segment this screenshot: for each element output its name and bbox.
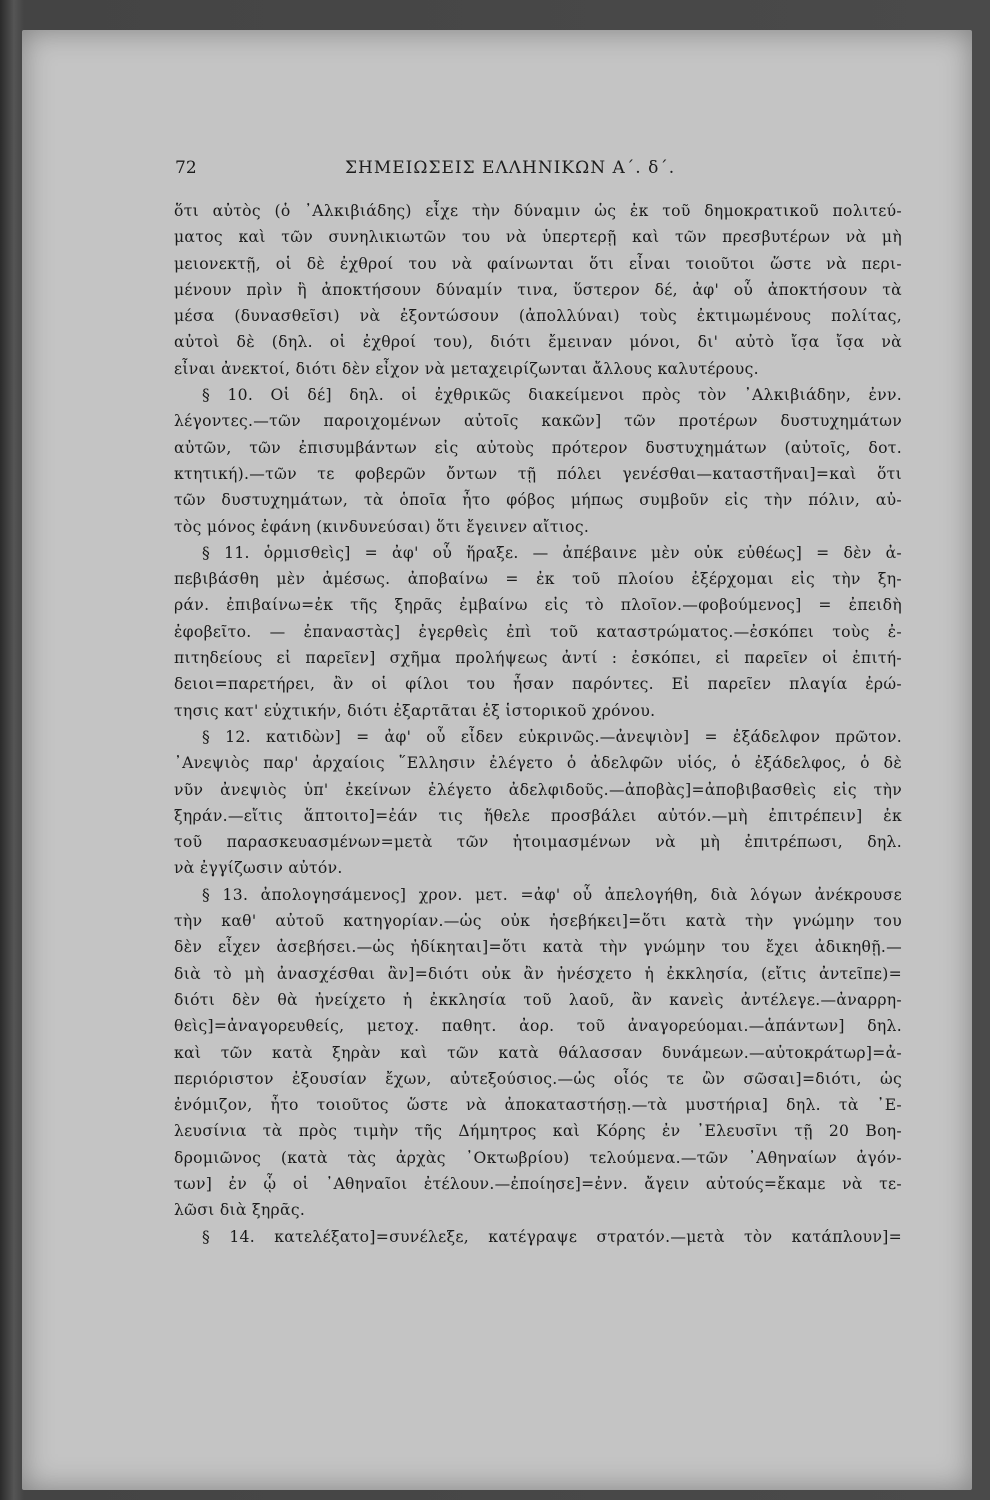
- text-line: μειονεκτῇ, οἱ δὲ ἐχθροί του νὰ φαίνωνται ὅτι εἶναι τοιοῦτοι ὥστε νὰ περι-: [174, 254, 902, 273]
- text-line: τοῦ παρασκευασμένων=μετὰ τῶν ἡτοιμασμένων νὰ μὴ ἐπιτρέπωσι, δηλ.: [174, 833, 902, 852]
- section-12-start: § 12. κατιδὼν] = ἀφ' οὗ εἶδεν εὐκρινῶς.—ἀνεψιὸν] = ἐξάδελφον πρῶτον.: [202, 727, 902, 746]
- text-line: τὴν καθ' αὐτοῦ κατηγορίαν.—ὡς οὐκ ἠσεβήκει]=ὅτι κατὰ τὴν γνώμην του: [174, 912, 902, 931]
- section-13-start: § 13. ἀπολογησάμενος] χρον. μετ. =ἀφ' οὗ ἀπελογήθη, διὰ λόγων ἀνέκρουσε: [202, 885, 902, 904]
- section-10-start: § 10. Οἱ δέ] δηλ. οἱ ἐχθρικῶς διακείμενοι πρὸς τὸν ᾿Αλκιβιάδην, ἐνν.: [202, 386, 902, 405]
- text-line: λῶσι διὰ ξηρᾶς.: [174, 1201, 306, 1220]
- text-line: ράν. ἐπιβαίνω=ἐκ τῆς ξηρᾶς ἐμβαίνω εἰς τὸ πλοῖον.—φοβούμενος] = ἐπειδὴ: [174, 596, 902, 615]
- text-line: τὸς μόνος ἐφάνη (κινδυνεύσαι) ὅτι ἔγεινεν αἴτιος.: [174, 517, 590, 536]
- section-14-start: § 14. κατελέξατο]=συνέλεξε, κατέγραψε στρατόν.—μετὰ τὸν κατάπλουν]=: [202, 1227, 902, 1246]
- text-line: μέσα (δυνασθεῖσι) νὰ ἐξοντώσουν (ἀπολλύναι) τοὺς ἐκτιμωμένους πολίτας,: [174, 307, 902, 326]
- text-line: δὲν εἶχεν ἀσεβήσει.—ὡς ἠδίκηται]=ὅτι κατὰ τὴν γνώμην του ἔχει ἀδικηθῇ.—: [174, 938, 902, 957]
- text-line: διότι δὲν θὰ ἠνείχετο ἡ ἐκκλησία τοῦ λαοῦ, ἂν κανεὶς ἀντέλεγε.—ἀναρρη-: [174, 990, 902, 1009]
- body-text: [174, 198, 902, 1250]
- text-line: τησις κατ' εὐχτικήν, διότι ἐξαρτᾶται ἐξ ἱστορικοῦ χρόνου.: [174, 701, 656, 720]
- text-line: τῶν δυστυχημάτων, τὰ ὁποῖα ἦτο φόβος μήπως συμβοῦν εἰς τὴν πόλιν, αὐ-: [174, 491, 902, 510]
- text-line: δρομιῶνος (κατὰ τὰς ἀρχὰς ᾿Οκτωβρίου) τελούμενα.—τῶν ᾿Αθηναίων ἀγόν-: [174, 1148, 902, 1167]
- text-line: αὐτοὶ δὲ (δηλ. οἱ ἐχθροί του), διότι ἔμειναν μόνοι, δι' αὐτὸ ἴσ̣α ἴσ̣α νὰ: [174, 333, 902, 352]
- text-line: των] ἐν ᾧ οἱ ᾿Αθηναῖοι ἐτέλουν.—ἐποίησε]=ἐνν. ἄγειν αὐτούς=ἔκαμε νὰ τε-: [174, 1174, 902, 1193]
- text-line: ἐνόμιζον, ἦτο τοιοῦτος ὥστε νὰ ἀποκαταστήσῃ.—τὰ μυστήρια] δηλ. τὰ ᾿Ε-: [174, 1096, 902, 1115]
- text-line: νῦν ἀνεψιὸς ὑπ' ἐκείνων ἐλέγετο ἀδελφιδοῦς.—ἀποβὰς]=ἀποβιβασθεὶς εἰς τὴν: [174, 780, 902, 799]
- text-line: περιόριστον ἐξουσίαν ἔχων, αὐτεξούσιος.—ὡς οἷός τε ὢν σῶσαι]=διότι, ὡς: [174, 1069, 902, 1088]
- running-title: ΣΗΜΕΙΩΣΕΙΣ ΕΛΛΗΝΙΚΩΝ Α΄. δ΄.: [345, 158, 676, 178]
- text-line: ἐφοβεῖτο. — ἐπαναστὰς] ἐγερθεὶς ἐπὶ τοῦ καταστρώματος.—ἐσκόπει τοὺς ἐ-: [174, 622, 902, 641]
- text-line: μένουν πρὶν ἢ ἀποκτήσουν δύναμίν τινα, ὕστερον δέ, ἀφ' οὗ ἀποκτήσουν τὰ: [174, 280, 902, 299]
- text-line: λέγοντες.—τῶν παροιχομένων αὐτοῖς κακῶν] τῶν προτέρων δυστυχημάτων: [174, 412, 902, 431]
- text-line: διὰ τὸ μὴ ἀνασχέσθαι ἂν]=διότι οὐκ ἂν ἠνέσχετο ἡ ἐκκλησία, (εἴτις ἀντεῖπε)=: [174, 964, 902, 983]
- text-line: δειοι=παρετήρει, ἂν οἱ φίλοι του ἦσαν παρόντες. Εἰ παρεῖεν πλαγία ἐρώ-: [174, 675, 902, 694]
- text-line: αὐτῶν, τῶν ἐπισυμβάντων εἰς αὐτοὺς πρότερον δυστυχημάτων (αὐτοῖς, δοτ.: [174, 438, 902, 457]
- text-line: ξηράν.—εἴτις ἅπτοιτο]=ἐάν τις ἤθελε προσβάλει αὐτόν.—μὴ ἐπιτρέπειν] ἐκ: [174, 806, 902, 825]
- text-line: εἶναι ἀνεκτοί, διότι δὲν εἶχον νὰ μεταχειρίζωνται ἄλλους καλυτέρους.: [174, 359, 759, 378]
- text-line: καὶ τῶν κατὰ ξηρὰν καὶ τῶν κατὰ θάλασσαν δυνάμεων.—αὐτοκράτωρ]=ἀ-: [174, 1043, 902, 1062]
- page-number: 72: [175, 158, 197, 178]
- text-line: κτητική).—τῶν τε φοβερῶν ὄντων τῇ πόλει γενέσθαι—καταστῆναι]=καὶ ὅτι: [174, 464, 902, 483]
- page-header: [175, 158, 735, 184]
- section-11-start: § 11. ὁρμισθεὶς] = ἀφ' οὗ ἥραξε. — ἀπέβαινε μὲν οὐκ εὐθέως] = δὲν ἀ-: [202, 543, 902, 562]
- text-line: πιτηδείους εἰ παρεῖεν] σχῆμα προλήψεως ἀντί : ἐσκόπει, εἰ παρεῖεν οἱ ἐπιτή-: [174, 649, 902, 668]
- text-line: νὰ ἐγγίζωσιν αὐτόν.: [174, 859, 343, 878]
- text-line: θεὶς]=ἀναγορευθείς, μετοχ. παθητ. ἀορ. τοῦ ἀναγορεύομαι.—ἁπάντων] δηλ.: [174, 1017, 902, 1036]
- text-line: λευσίνια τὰ πρὸς τιμὴν τῆς Δήμητρος καὶ Κόρης ἐν ᾿Ελευσῖνι τῇ 20 Βοη-: [174, 1122, 902, 1141]
- text-line: ᾿Ανεψιὸς παρ' ἀρχαίοις ῞Ελλησιν ἐλέγετο ὁ ἀδελφῶν υἱός, ὁ ἐξάδελφος, ὁ δὲ: [174, 754, 902, 773]
- text-line: πεβιβάσθη μὲν ἀμέσως. ἀποβαίνω = ἐκ τοῦ πλοίου ἐξέρχομαι εἰς τὴν ξη-: [174, 570, 902, 589]
- text-line: ματος καὶ τῶν συνηλικιωτῶν του νὰ ὑπερτερῇ καὶ τῶν πρεσβυτέρων νὰ μὴ: [174, 228, 902, 247]
- text-line: ὅτι αὐτὸς (ὁ ᾿Αλκιβιάδης) εἶχε τὴν δύναμιν ὡς ἐκ τοῦ δημοκρατικοῦ πολιτεύ-: [174, 202, 902, 220]
